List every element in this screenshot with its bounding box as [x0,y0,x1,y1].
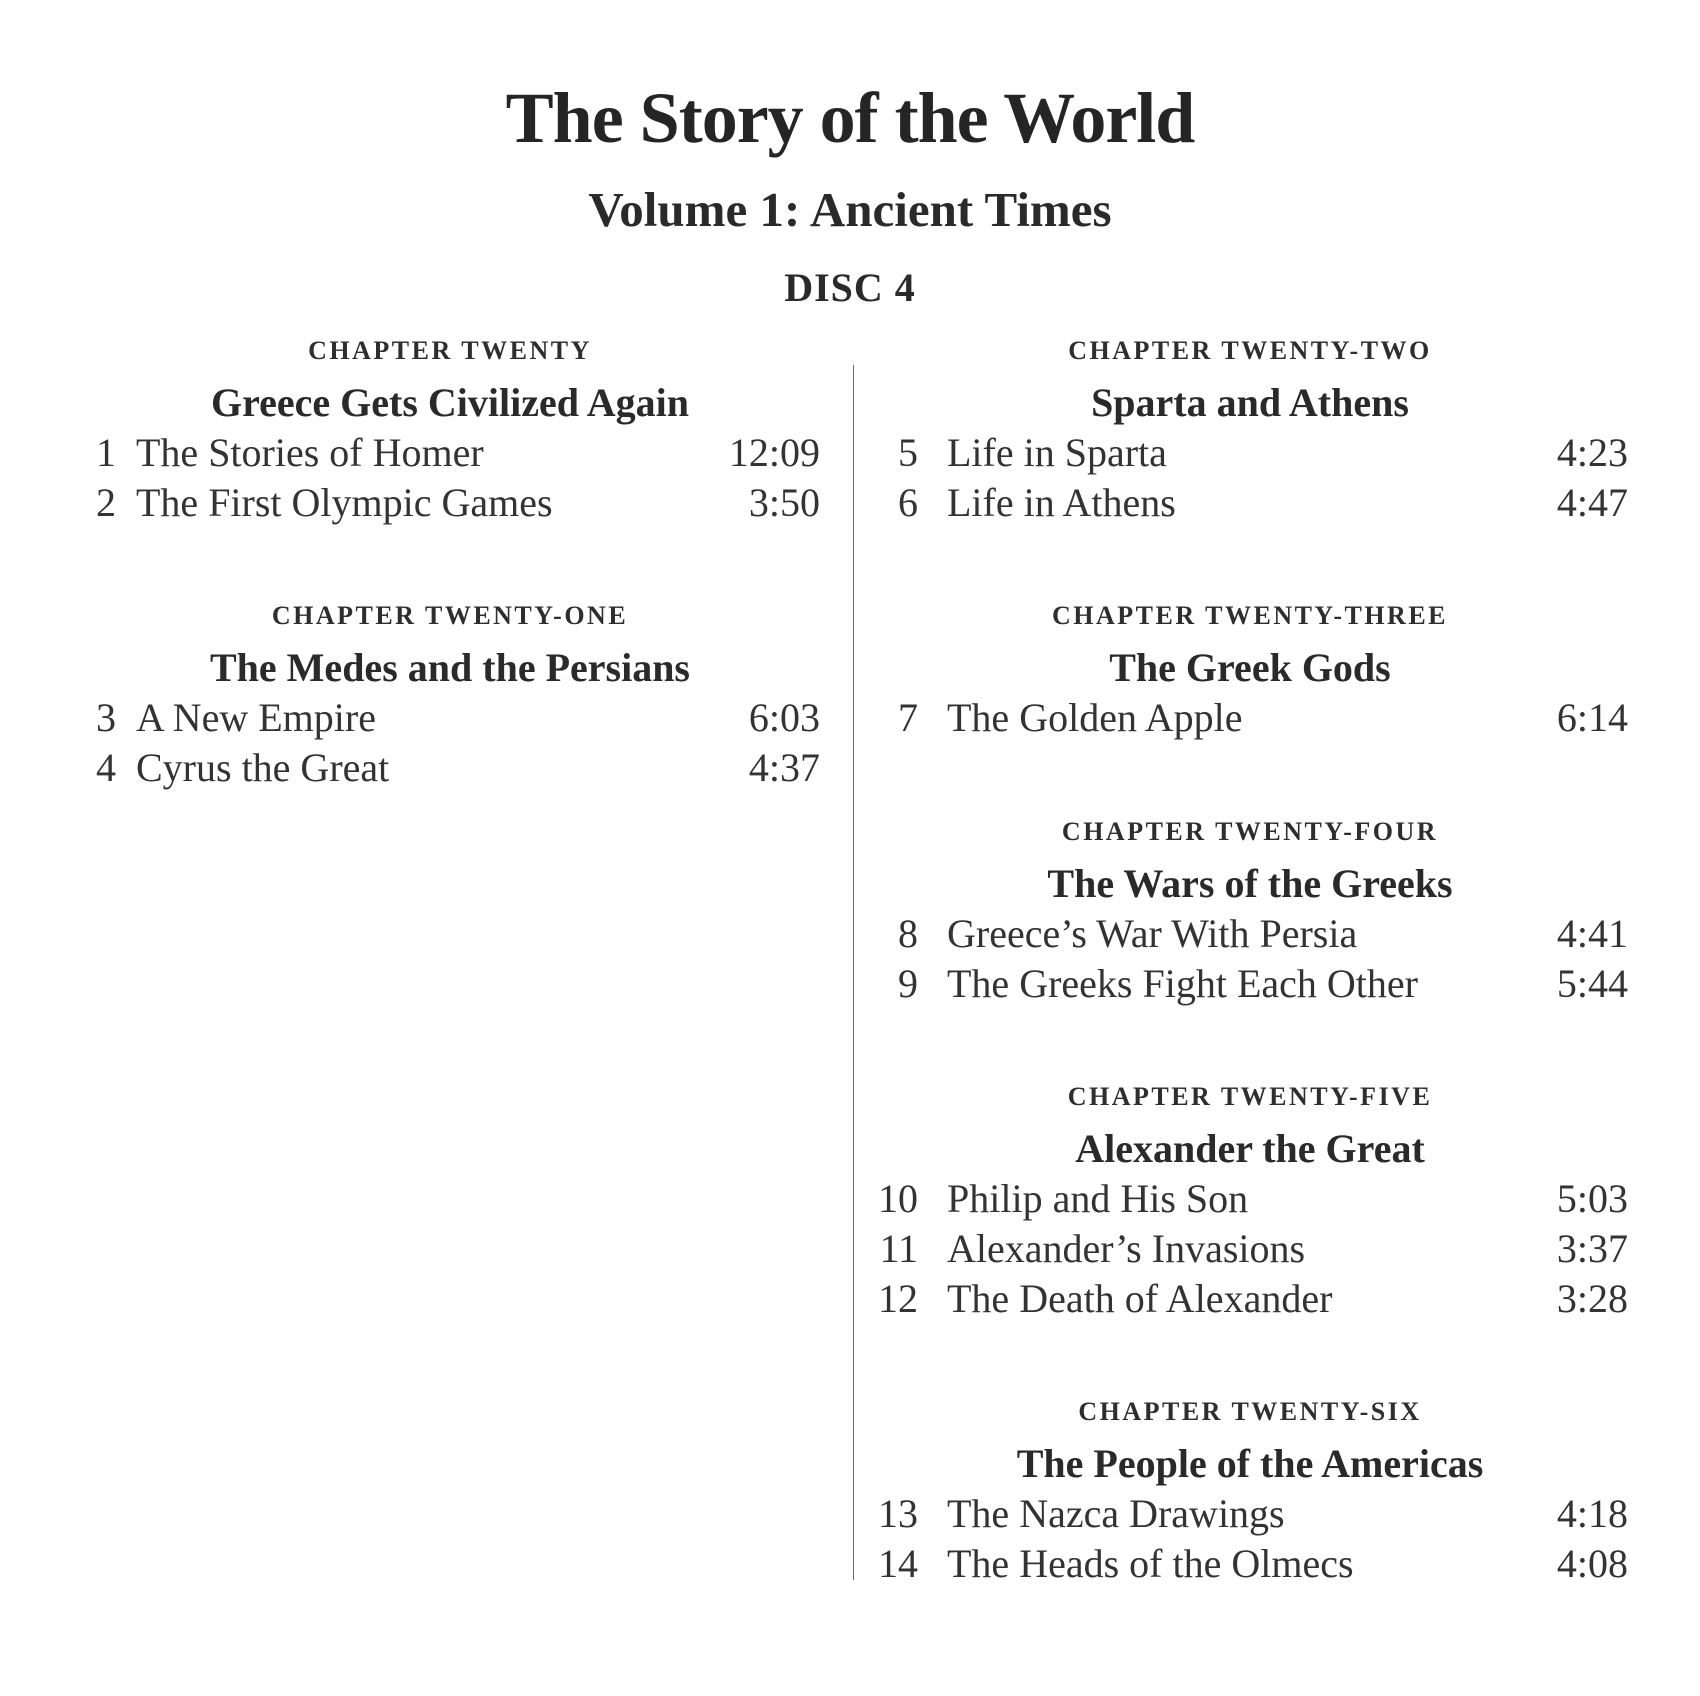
chapter-section [872,336,1628,528]
track-duration: 3:37 [1556,1226,1628,1271]
chapter-title: The Greek Gods [1109,645,1391,690]
track-name: The First Olympic Games [136,480,553,525]
track-name: Greece’s War With Persia [947,911,1358,956]
chapter-label: CHAPTER TWENTY-TWO [1068,336,1432,365]
track-name: Life in Athens [947,480,1176,525]
chapter-section [872,1397,1628,1589]
track-name: The Heads of the Olmecs [947,1541,1354,1586]
track-duration: 4:41 [1556,911,1628,956]
track-row [872,1539,1628,1589]
track-duration: 6:03 [748,695,820,740]
track-row [872,959,1628,1009]
track-name: The Stories of Homer [136,430,484,475]
track-row [80,478,820,528]
track-row [872,1274,1628,1324]
track-number: 6 [898,480,918,525]
track-duration: 3:50 [748,480,820,525]
track-row [872,478,1628,528]
track-row [80,693,820,743]
track-number: 2 [96,480,116,525]
chapter-label: CHAPTER TWENTY-ONE [271,601,629,630]
chapter-title: The Wars of the Greeks [1047,861,1453,906]
track-name: The Greeks Fight Each Other [947,961,1418,1006]
track-duration: 5:03 [1556,1176,1628,1221]
track-number: 4 [96,745,116,790]
track-number: 9 [898,961,918,1006]
column-divider [853,365,854,1580]
track-row [80,743,820,793]
track-number: 8 [898,911,918,956]
track-duration: 4:37 [748,745,820,790]
track-number: 3 [96,695,116,740]
track-name: The Nazca Drawings [947,1491,1285,1536]
track-number: 1 [96,430,116,475]
chapter-section [872,817,1628,1009]
track-row [872,428,1628,478]
track-number: 14 [878,1541,918,1586]
chapter-section [80,336,820,528]
track-row [872,1174,1628,1224]
chapter-section [80,601,820,793]
track-duration: 4:18 [1556,1491,1628,1536]
track-duration: 4:08 [1556,1541,1628,1586]
track-name: Life in Sparta [947,430,1167,475]
track-name: Cyrus the Great [136,745,390,790]
track-row [872,1224,1628,1274]
track-number: 7 [898,695,918,740]
chapter-section [872,601,1628,743]
track-number: 5 [898,430,918,475]
track-duration: 6:14 [1556,695,1628,740]
track-duration: 4:47 [1556,480,1628,525]
track-name: Philip and His Son [947,1176,1249,1221]
chapter-title: Sparta and Athens [1091,380,1409,425]
track-row [872,693,1628,743]
chapter-label: CHAPTER TWENTY [308,336,592,365]
page-subtitle: Volume 1: Ancient Times [588,182,1112,237]
chapter-title: Greece Gets Civilized Again [210,380,690,425]
track-number: 10 [878,1176,918,1221]
chapter-label: CHAPTER TWENTY-SIX [1078,1397,1422,1426]
track-name: The Golden Apple [947,695,1243,740]
track-name: Alexander’s Invasions [947,1226,1306,1271]
page-title: The Story of the World [505,78,1195,158]
track-number: 12 [878,1276,918,1321]
chapter-title: The People of the Americas [1016,1441,1484,1486]
track-duration: 5:44 [1556,961,1628,1006]
track-duration: 3:28 [1556,1276,1628,1321]
chapter-label: CHAPTER TWENTY-THREE [1051,601,1449,630]
chapter-section [872,1082,1628,1324]
disc-label: DISC 4 [784,265,916,310]
track-name: The Death of Alexander [947,1276,1333,1321]
track-row [80,428,820,478]
track-name: A New Empire [136,695,376,740]
chapter-label: CHAPTER TWENTY-FOUR [1061,817,1439,846]
chapter-label: CHAPTER TWENTY-FIVE [1067,1082,1433,1111]
track-row [872,909,1628,959]
chapter-title: The Medes and the Persians [210,645,690,690]
track-duration: 12:09 [728,430,820,475]
track-number: 11 [879,1226,918,1271]
track-duration: 4:23 [1556,430,1628,475]
track-number: 13 [878,1491,918,1536]
chapter-title: Alexander the Great [1075,1126,1425,1171]
track-row [872,1489,1628,1539]
